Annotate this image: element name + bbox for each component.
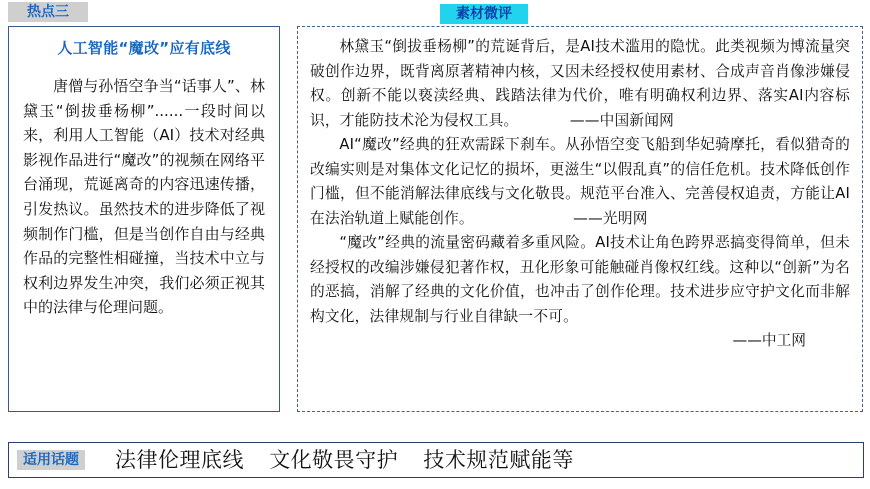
comment-2-source: ——光明网 — [573, 209, 648, 227]
comment-1 — [310, 35, 850, 133]
article-title: 人工智能“魔改”应有底线 — [57, 39, 231, 57]
applicable-topics-bar — [8, 442, 864, 478]
article-body: 唐僧与孙悟空争当“话事人”、林黛玉“倒拔垂杨柳”......一段时间以来，利用人工智能（AI）技术对经典影视作品进行“魔改”的视频在网络平台涌现，荒诞离奇的内容迅速传播，引发热议。虽然技术的进步降低了视频制作门槛，但是当创作自由与经典作品的完整性相碰撞，当技术中立与权利边界发生冲突，我们必须正视其中的法律与伦理问题。 — [23, 77, 265, 317]
topic-item: 文化敬畏守护 — [269, 448, 399, 472]
comment-3 — [310, 231, 850, 329]
comment-2 — [310, 133, 850, 231]
comment-3-source: ——中工网 — [732, 332, 806, 349]
material-comment-tag: 素材微评 — [440, 4, 528, 24]
comments-panel — [297, 26, 863, 412]
applicable-topics-label: 适用话题 — [17, 450, 85, 470]
topic-item: 技术规范赋能等 — [423, 448, 574, 472]
article-panel — [8, 26, 280, 412]
hot-topic-tag: 热点三 — [8, 2, 88, 22]
comment-1-source: ——中国新闻网 — [569, 111, 675, 129]
comment-1-text: 林黛玉“倒拔垂杨柳”的荒诞背后，是AI技术滥用的隐忧。此类视频为博流量突破创作边界，既背离原著精神内核，又因未经授权使用素材、合成声音肖像涉嫌侵权。创新不能以亵渎经典、践踏法律为代价，唯有明确权利边界、落实AI内容标识，才能防技术沦为侵权工具。 — [310, 38, 850, 129]
comment-3-text: “魔改”经典的流量密码藏着多重风险。AI技术让角色跨界恶搞变得简单，但未经授权的改编涉嫌侵犯著作权，丑化形象可能触碰肖像权红线。这种以“创新”为名的恶搞，消解了经典的文化价值，也冲击了创作伦理。技术进步应守护文化而非解构文化，法律规制与行业自律缺一不可。 — [310, 234, 850, 325]
topics-list — [115, 447, 592, 473]
topic-item: 法律伦理底线 — [115, 448, 244, 472]
comment-2-text: AI“魔改”经典的狂欢需踩下刹车。从孙悟空变飞船到华妃骑摩托，看似猎奇的改编实则是对集体文化记忆的损坏，更滋生“以假乱真”的信任危机。技术降低创作门槛，但不能消解法律底线与文化敬畏。规范平台准入、完善侵权追责，方能让AI在法治轨道上赋能创作。 — [310, 136, 850, 227]
